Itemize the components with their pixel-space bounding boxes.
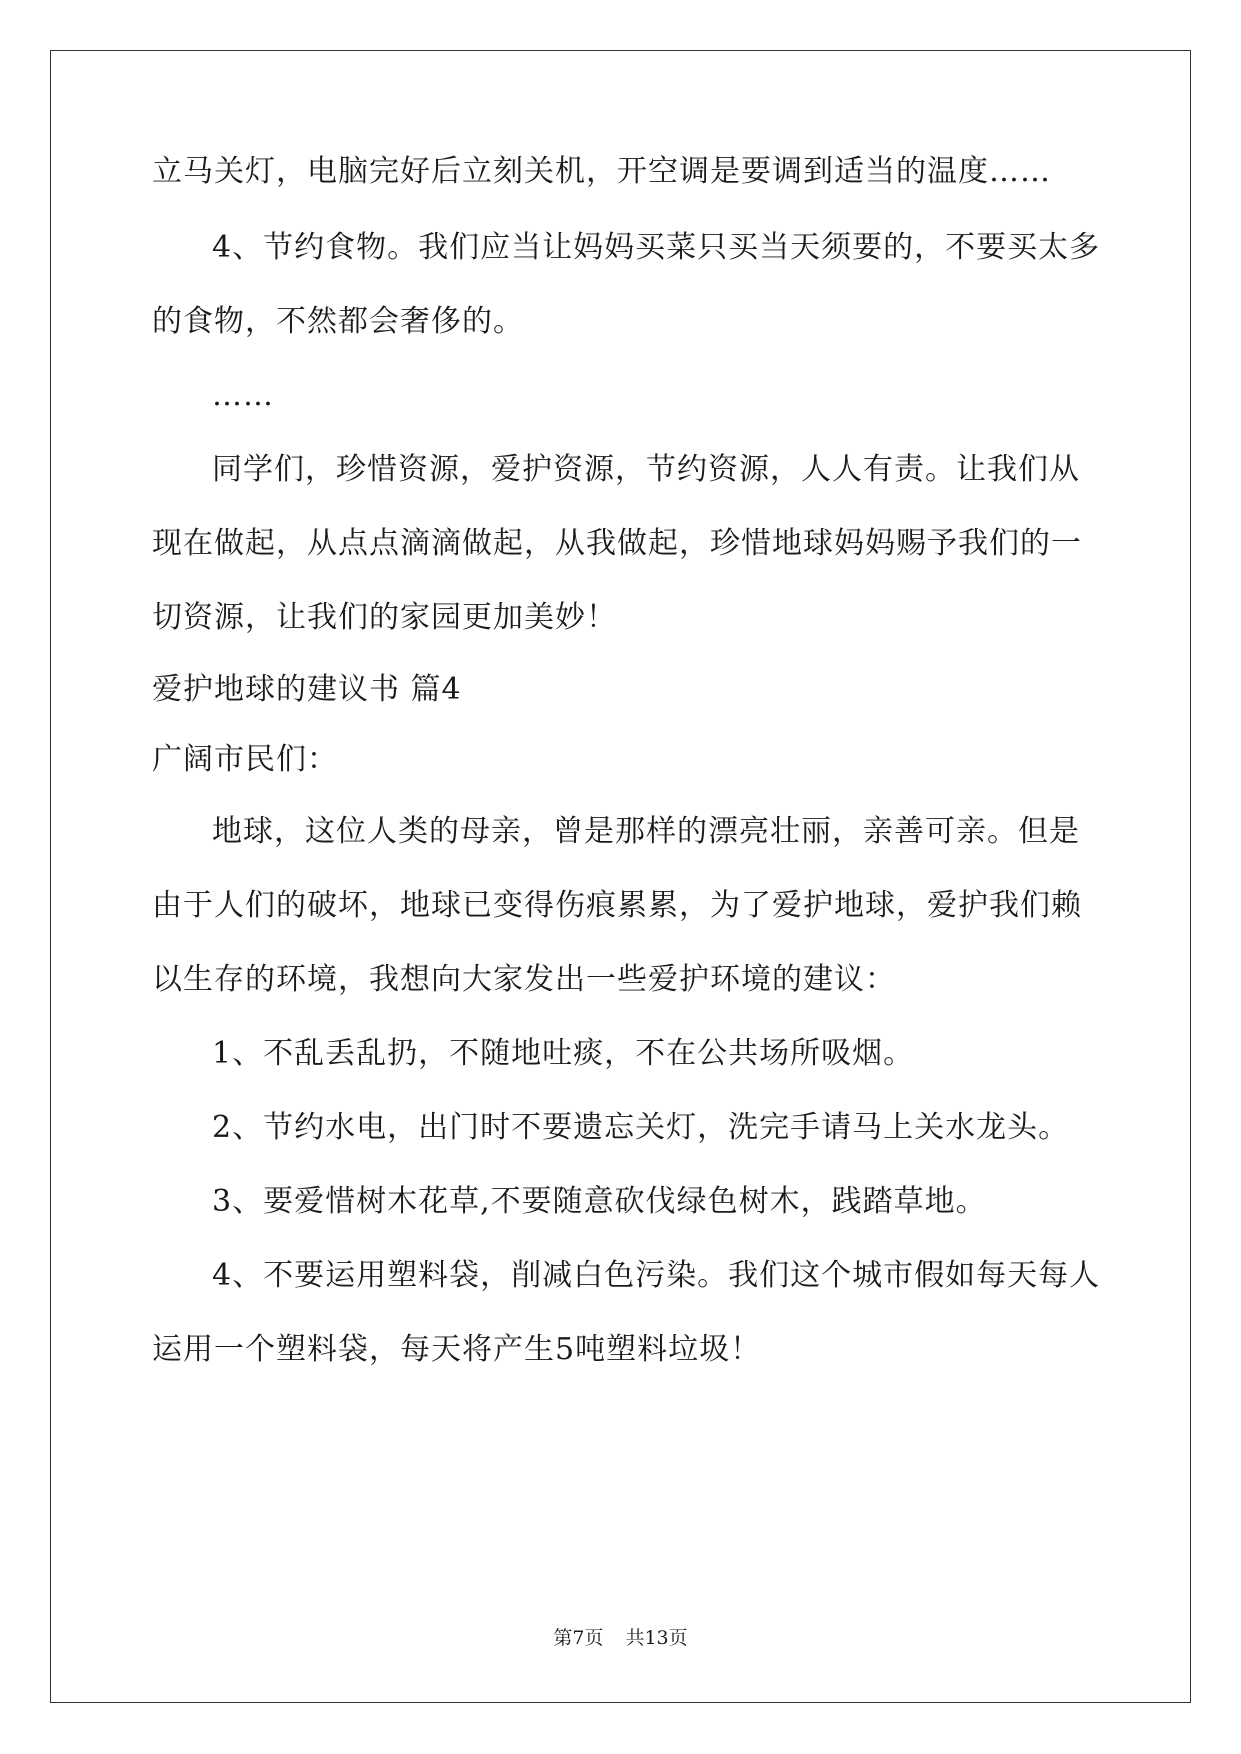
text-line-1: 立马关灯，电脑完好后立刻关机，开空调是要调到适当的温度…… [152,154,1051,189]
text-line-2: 4、节约食物。我们应当让妈妈买菜只买当天须要的，不要买太多 [212,230,1101,265]
page-footer [0,1626,1241,1650]
text-line-14: 2、节约水电，出门时不要遗忘关灯，洗完手请马上关水龙头。 [212,1110,1070,1145]
text-line-13: 1、不乱丢乱扔，不随地吐痰，不在公共场所吸烟。 [212,1036,915,1071]
text-line-5: 同学们，珍惜资源，爱护资源，节约资源，人人有责。让我们从 [212,452,1080,487]
page-border [50,50,1191,1703]
page-number: 第7页 [553,1627,604,1649]
text-line-16: 4、不要运用塑料袋，削减白色污染。我们这个城市假如每天每人 [212,1258,1101,1293]
text-line-12: 以生存的环境，我想向大家发出一些爱护环境的建议： [152,962,896,997]
salutation: 广阔市民们： [152,742,338,777]
text-line-3: 的食物，不然都会奢侈的。 [152,304,524,339]
text-line-4: …… [212,378,274,413]
text-line-17: 运用一个塑料袋，每天将产生5吨塑料垃圾！ [152,1332,762,1367]
text-line-10: 地球，这位人类的母亲，曾是那样的漂亮壮丽，亲善可亲。但是 [212,814,1080,849]
text-line-11: 由于人们的破坏，地球已变得伤痕累累，为了爱护地球，爱护我们赖 [152,888,1082,923]
page-total: 共13页 [625,1627,688,1649]
text-line-7: 切资源，让我们的家园更加美妙！ [152,600,617,635]
text-line-6: 现在做起，从点点滴滴做起，从我做起，珍惜地球妈妈赐予我们的一 [152,526,1082,561]
section-heading: 爱护地球的建议书 篇4 [152,672,462,707]
text-line-15: 3、要爱惜树木花草,不要随意砍伐绿色树木，践踏草地。 [212,1184,987,1219]
